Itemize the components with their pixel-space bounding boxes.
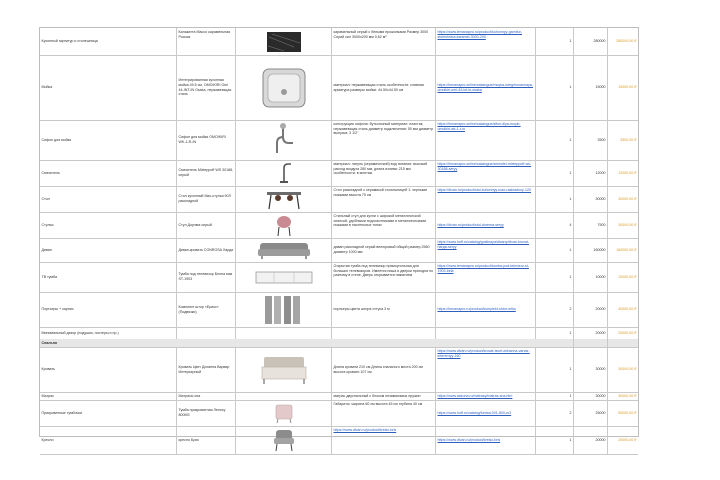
item-image [236, 347, 332, 392]
table-row [40, 120, 638, 161]
empty-cell [574, 339, 608, 347]
item-total: 280000,00 ₽ [616, 39, 637, 44]
item-link[interactable]: https://divan.ru/product/stul-dorema-seryy [436, 212, 536, 238]
item-link[interactable]: https://divan.ru/product/stol-kuhonnyy-max-raskladnoy-120 [436, 186, 536, 212]
table-row [40, 347, 638, 393]
bed-icon [258, 353, 310, 387]
item-link[interactable]: https://www.hoff.ru/catalog/gostinaya/divany/divan-krovat-harди-seryy [436, 238, 536, 262]
item-description [332, 327, 436, 339]
item-qty: 1 [536, 426, 574, 454]
chair-icon [274, 213, 294, 237]
item-link[interactable]: https://www.askona.ru/matrasy/matras-sna.htm [436, 392, 536, 400]
item-description: Габариты: ширина 60 см высота 45 см глубина 40 см [332, 400, 436, 426]
table-row [40, 238, 638, 263]
item-link[interactable]: https://www.lemanapro.ru/product/tumba-pod-televizor-st-1903-bela [436, 262, 536, 292]
item-image [236, 120, 332, 160]
table-row [40, 186, 638, 213]
item-model [177, 327, 236, 339]
item-total: 3500,00 ₽ [620, 137, 637, 142]
item-link[interactable]: https://www.hoff.ru/catalog/tumba-001-800-m3 [436, 400, 536, 426]
item-qty: 2 [536, 292, 574, 327]
armchair-icon [271, 428, 297, 452]
nightstand-icon [272, 402, 296, 424]
item-total: 20000,00 ₽ [618, 437, 637, 442]
sink-icon [260, 66, 308, 110]
item-price: 30000 [574, 347, 608, 392]
item-model: Матрасы сна [177, 392, 236, 400]
item-price: 30000 [574, 186, 608, 212]
item-total: 30000,00 ₽ [618, 393, 637, 398]
item-link[interactable]: https://lemanapro.online/catalogue/moyka-integrirovannaya-omoikiri-omi-44-int-in-osaka [436, 55, 536, 120]
item-description: https://www.divan.ru/product/kreslo-bris [332, 426, 436, 454]
item-model: Диван-кровать CONROSA Харди [177, 238, 236, 262]
table-row [40, 426, 638, 455]
item-total: 160000,00 ₽ [616, 247, 637, 252]
item-name: Кухонный гарнитур и столешница [40, 28, 177, 55]
item-model: Стул Дорэма серый [177, 212, 236, 238]
item-model: Комплект штор «Ерикс» (Подвязки) [177, 292, 236, 327]
item-price: 20000 [574, 327, 608, 339]
item-description: Открытая тумба под телевизор прямоугольная для больших телевизоров. Имеется ниша и дверки пригодна по разному в стене. Дверь открывается нажатием [332, 262, 436, 292]
item-qty: 1 [536, 55, 574, 120]
item-total: 15000,00 ₽ [618, 85, 637, 90]
item-name: Прикроватные тумбочки [40, 400, 177, 426]
item-price: 20000 [574, 426, 608, 454]
item-image [236, 212, 332, 238]
table-row [40, 262, 638, 293]
item-description: матрас двуспальный с блоком независимых пружин [332, 392, 436, 400]
item-qty: 2 [536, 400, 574, 426]
item-qty: 1 [536, 392, 574, 400]
item-total: 10000,00 ₽ [618, 274, 637, 279]
item-total: 30000,00 ₽ [618, 367, 637, 372]
item-model: Тумба прикроватная Лепосу 800М3 [177, 400, 236, 426]
item-image [236, 55, 332, 120]
item-link[interactable]: https://lemanapro.online/catalogue/sifon-dlya-moyki-omoikiri-wk-1-r-in [436, 120, 536, 160]
item-price: 12000 [574, 160, 608, 186]
item-image [236, 392, 332, 400]
item-description: диван раскладной серый велюровый общий размер 2560 диаметр 1000 мм [332, 238, 436, 262]
item-name: Мойка [40, 55, 177, 120]
table-furniture-icon [264, 188, 304, 210]
item-link[interactable]: https://www.lemanapro.ru/product/kuhonnyy-garnitur-stoleshnica-karamel-3000-200 [436, 28, 536, 55]
item-name: Смеситель [40, 160, 177, 186]
item-link[interactable]: https://lemanapro.ru/product/komplekt-shtor-eriks [436, 292, 536, 327]
siphon-icon [269, 123, 299, 157]
item-name: Кресло [40, 426, 177, 454]
item-image [236, 186, 332, 212]
item-description: Длина кровати 210 см Длина спального места 200 см высота кровати 107 см [332, 347, 436, 392]
item-name: Портьеры + карниз [40, 292, 177, 327]
item-price: 25000 [574, 400, 608, 426]
section-title: Спальня [40, 339, 574, 347]
item-qty: 1 [536, 28, 574, 55]
item-name: Минимальный декор (подушки, постеры и пр.) [40, 327, 177, 339]
item-description: материал: латунь (керамический) вид питания: высокий расход воздуха 280 мм, длина излива: 215 мм особенности: в монтаж [332, 160, 436, 186]
item-qty: 1 [536, 327, 574, 339]
item-qty: 1 [536, 262, 574, 292]
item-image [236, 292, 332, 327]
item-image [236, 28, 332, 55]
item-price: 15000 [574, 55, 608, 120]
item-image [236, 160, 332, 186]
table-row [40, 212, 638, 239]
item-description: Стильный стул для кухни с широкой металлической спинкой, удобными подлокотниками и металлическими ножками в пастельных тонах [332, 212, 436, 238]
item-qty: 1 [536, 238, 574, 262]
item-name: Стол [40, 186, 177, 212]
item-qty: 1 [536, 120, 574, 160]
item-image [236, 426, 332, 454]
item-model: Тумба под телевизор Белла мак ST-1903 [177, 262, 236, 292]
item-qty: 1 [536, 160, 574, 186]
item-name: Кровать [40, 347, 177, 392]
countertop-icon [264, 31, 304, 53]
item-name: Диван [40, 238, 177, 262]
item-model: Сифон для мойки OMOIKIRI WK-1-R-IN [177, 120, 236, 160]
curtains-icon [262, 294, 306, 326]
item-name: ТВ тумба [40, 262, 177, 292]
item-link[interactable] [436, 327, 536, 339]
table-row [40, 55, 638, 121]
item-total: 20000,00 ₽ [618, 330, 637, 335]
item-total: 30000,00 ₽ [618, 196, 637, 201]
item-qty: 1 [536, 347, 574, 392]
item-price: 20000 [574, 292, 608, 327]
item-description: конструкция сифона: бутылочный материал: пластик, нержавеющая сталь диаметр подключения: 50 мм диаметр выпуска: 3 1/2" [332, 120, 436, 160]
table-row [40, 292, 638, 328]
item-model: Калакатта Массо карамельная Россия [177, 28, 236, 55]
item-model: Стол кухонный Max-стулья 90Л раскладной [177, 186, 236, 212]
spreadsheet [39, 27, 639, 442]
item-qty: 1 [536, 186, 574, 212]
item-name: Сифон для мойки [40, 120, 177, 160]
item-image [236, 327, 332, 339]
faucet-icon [274, 162, 294, 184]
item-qty: 4 [536, 212, 574, 238]
item-link[interactable]: https://lemanapro.online/catalogue/smesitel-mixteppoff-ws-30188-seryy [436, 160, 536, 186]
table-row [40, 28, 638, 56]
item-image [236, 238, 332, 262]
item-link[interactable]: https://www.divan.ru/product/kreslo-bris [436, 426, 536, 454]
item-description: портьеры цвета штора оттуса 3 м [332, 292, 436, 327]
item-total: 12000,00 ₽ [618, 170, 637, 175]
item-image [236, 400, 332, 426]
empty-cell [608, 339, 638, 347]
tv-stand-icon [254, 267, 314, 287]
item-price: 280000 [574, 28, 608, 55]
item-description: материал: нержавеющая сталь особенности: сливная арматура размеры мойки: 44.50x44.50 см [332, 55, 436, 120]
table-row [40, 400, 638, 427]
item-name: Матрас [40, 392, 177, 400]
item-model: Смеситель Mixteppoff WS 30188, серый [177, 160, 236, 186]
item-image [236, 262, 332, 292]
item-model: Кровать Цвет Доханна Варвар Интерьерный [177, 347, 236, 392]
item-model: кресло Брис [177, 426, 236, 454]
item-model: Интегрированная кухонная мойка 49.5 см, OMOIKIRI Omi 44-INT-IN Osaka, нержавеющая сталь [177, 55, 236, 120]
item-description: Стол раскладной с керамикой столешницей 1: черными ножками высота 75 см [332, 186, 436, 212]
item-price: 160000 [574, 238, 608, 262]
table-row [40, 160, 638, 187]
item-price: 3500 [574, 120, 608, 160]
item-link[interactable]: https://www.divan.ru/product/krovat-tsvet-dohanna-varvar-interernyy-160 [436, 347, 536, 392]
item-total: 30000,00 ₽ [618, 222, 637, 227]
sofa-icon [256, 240, 312, 260]
item-price: 30000 [574, 392, 608, 400]
item-total: 50000,00 ₽ [618, 410, 637, 415]
item-name: Стулья [40, 212, 177, 238]
item-price: 10000 [574, 262, 608, 292]
item-description: карамельный серый с белыми прожилками Размер 3000 Серий сил 3000х200 мм 0.62 м² [332, 28, 436, 55]
item-price: 7500 [574, 212, 608, 238]
item-total: 40000,00 ₽ [618, 307, 637, 312]
